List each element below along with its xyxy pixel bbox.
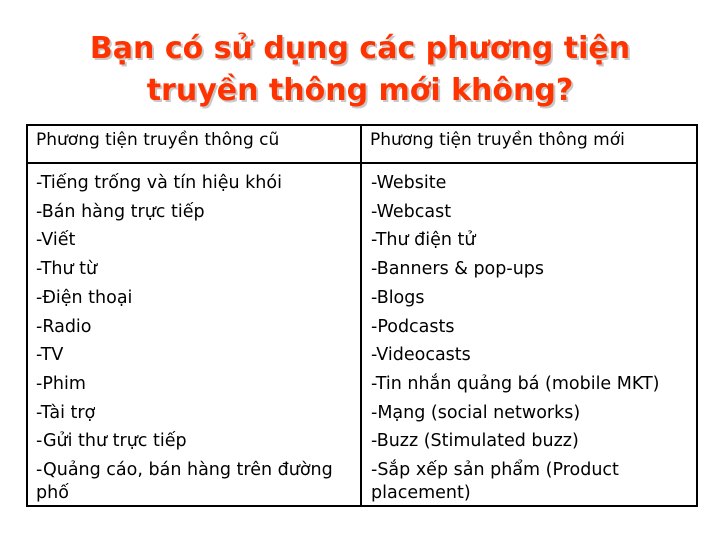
media-comparison-table xyxy=(26,124,698,507)
slide-title xyxy=(0,28,720,112)
list-item: -Bán hàng trực tiếp xyxy=(36,201,205,222)
list-item: -Banners & pop-ups xyxy=(371,259,545,280)
list-item: -Điện thoại xyxy=(36,287,133,308)
slide-title-line-2: truyền thông mới không? xyxy=(146,73,574,108)
list-item: -Thư từ xyxy=(36,259,98,280)
list-item: -Buzz (Stimulated buzz) xyxy=(371,431,579,452)
list-item: -Thư điện tử xyxy=(371,230,476,251)
list-item: -Tin nhắn quảng bá (mobile MKT) xyxy=(371,373,660,394)
table-body-row xyxy=(27,163,697,506)
new-media-cell xyxy=(361,163,697,506)
list-item: -Videocasts xyxy=(371,345,471,366)
header-new-media: Phương tiện truyền thông mới xyxy=(361,125,697,163)
list-item: -Webcast xyxy=(371,201,452,222)
list-item: -Gửi thư trực tiếp xyxy=(36,431,187,452)
list-item: -Radio xyxy=(36,316,92,337)
list-item: -Tài trợ xyxy=(36,402,96,423)
old-media-cell xyxy=(27,163,361,506)
list-item: -Tiếng trống và tín hiệu khói xyxy=(36,173,282,193)
list-item: -TV xyxy=(36,345,64,366)
list-item: -Quảng cáo, bán hàng trên đường phố xyxy=(36,460,333,504)
list-item: -Phim xyxy=(36,373,86,394)
comparison-table-container xyxy=(26,124,696,504)
header-old-media: Phương tiện truyền thông cũ xyxy=(27,125,361,163)
table-header-row xyxy=(27,125,697,163)
list-item: -Website xyxy=(371,173,447,193)
slide-title-line-1: Bạn có sử dụng các phương tiện xyxy=(89,31,631,66)
list-item: -Blogs xyxy=(371,287,425,308)
list-item: -Viết xyxy=(36,230,76,251)
list-item: -Sắp xếp sản phẩm (Product placement) xyxy=(371,460,619,504)
list-item: -Mạng (social networks) xyxy=(371,402,581,423)
list-item: -Podcasts xyxy=(371,316,455,337)
